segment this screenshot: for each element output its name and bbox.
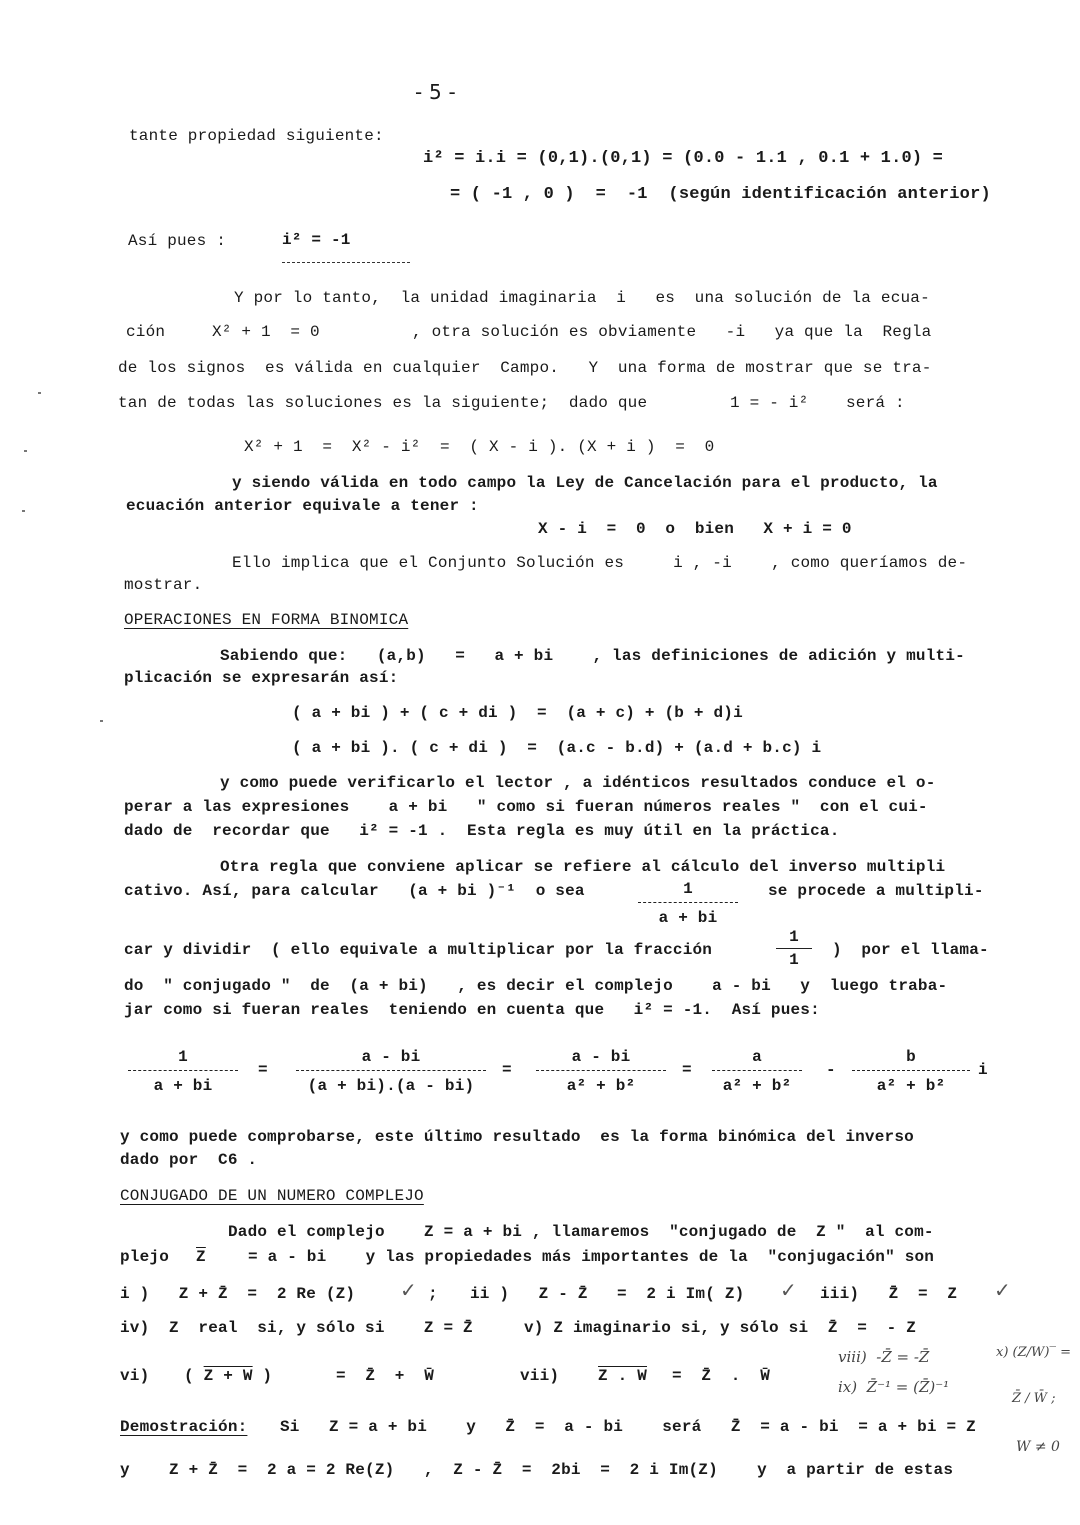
paragraph-line: plejo	[120, 1248, 170, 1266]
equation-i-squared-minus-one: i² = -1	[282, 232, 410, 263]
property-vii-rhs: = Z̄ . W̄	[672, 1367, 771, 1385]
property-v: v) Z imaginario si, y sólo si Z̄ = - Z	[524, 1319, 917, 1337]
paragraph-line: do " conjugado " de (a + bi) , es decir el complejo a - bi y luego traba-	[124, 977, 948, 995]
scan-speck	[24, 450, 27, 452]
paragraph-line: ecuación anterior equivale a tener :	[126, 497, 479, 515]
equation-result: = ( -1 , 0 ) = -1 (según identificación anterior)	[450, 185, 991, 204]
handwritten-note-viii: viii) -Z̄ = -Z̄	[838, 1348, 930, 1366]
equals-sign: =	[682, 1061, 692, 1079]
property-vi-rhs: = Z̄ + W̄	[336, 1367, 435, 1385]
paragraph-line: Otra regla que conviene aplicar se refiere al cálculo del inverso multipli	[220, 858, 946, 876]
paragraph-line: mostrar.	[124, 576, 203, 594]
paragraph-line: plicación se expresarán así:	[124, 669, 399, 687]
inverse-fraction-3: $\frac{a - bi}{\text{a² + b²}}$	[536, 1048, 666, 1095]
property-iv: iv) Z real si, y sólo si Z = Z̄	[120, 1319, 473, 1337]
check-mark-icon: ✓	[994, 1278, 1011, 1302]
paragraph-line: y como puede verificarlo el lector , a idénticos resultados conduce el o-	[220, 774, 936, 792]
demonstration-line: y Z + Z̄ = 2 a = 2 Re(Z) , Z - Z̄ = 2bi = 2 i Im(Z) y a partir de estas	[120, 1461, 954, 1479]
equation-solutions: X - i = 0 o bien X + i = 0	[538, 520, 852, 538]
fraction-numerator: 1	[776, 928, 812, 949]
paragraph-line: y como puede comprobarse, este último resultado es la forma binómica del inverso	[120, 1128, 914, 1146]
fraction-numerator: 1	[638, 880, 738, 903]
inverse-fraction-4: $\frac{a}{\text{a² + b²}}$	[712, 1048, 802, 1095]
paragraph-line: será :	[846, 394, 905, 412]
demonstration-label: Demostración:	[120, 1418, 248, 1436]
asi-pues-label: Así pues :	[128, 232, 227, 250]
equation-inline: X² + 1 = 0	[212, 323, 320, 341]
inverse-fraction-5: $\frac{b}{\text{a² + b²}}$	[852, 1048, 970, 1095]
equation-addition: ( a + bi ) + ( c + di ) = (a + c) + (b + d)i	[292, 704, 743, 722]
check-mark-icon: ✓	[780, 1278, 797, 1302]
scan-speck	[100, 720, 103, 722]
equation-inline: 1 = - i²	[730, 394, 809, 412]
handwritten-note-ix: ix) Z̄⁻¹ = (Z̄)⁻¹	[838, 1378, 950, 1396]
paragraph-line: dado por C6 .	[120, 1151, 258, 1169]
section-heading: OPERACIONES EN FORMA BINOMICA	[124, 611, 409, 629]
text-line: tante propiedad siguiente:	[129, 127, 384, 145]
fraction-denominator: 1	[789, 951, 799, 969]
section-heading: CONJUGADO DE UN NUMERO COMPLEJO	[120, 1187, 424, 1205]
property-i: i ) Z + Z̄ = 2 Re (Z)	[120, 1285, 356, 1303]
paragraph-line: se procede a multipli-	[768, 882, 984, 900]
handwritten-note-x-result: Z̄ / W̄ ;	[1012, 1391, 1056, 1406]
fraction-one-over-one	[776, 928, 812, 969]
paragraph-line: ción	[126, 323, 166, 341]
page-number: - 5 -	[415, 80, 456, 104]
paragraph-line: Sabiendo que: (a,b) = a + bi , las definiciones de adición y multi-	[220, 647, 965, 665]
equation-factorization: X² + 1 = X² - i² = ( X - i ). (X + i ) = 0	[244, 438, 715, 456]
property-vi-label: vi)	[120, 1367, 150, 1385]
equals-sign: =	[502, 1061, 512, 1079]
paragraph-line: , otra solución es obviamente -i ya que la Regla	[412, 323, 932, 341]
paragraph-line: Dado el complejo Z = a + bi , llamaremos "conjugado de Z " al com-	[228, 1223, 934, 1241]
property-vii-lhs: Z . W	[598, 1367, 648, 1385]
paragraph-line: de los signos es válida en cualquier Campo. Y una forma de mostrar que se tra-	[118, 359, 932, 377]
paragraph-line: jar como si fueran reales teniendo en cuenta que i² = -1. Así pues:	[124, 1001, 820, 1019]
scan-speck	[22, 510, 25, 512]
z-conjugate-symbol: $\overline{Z}$	[196, 1248, 206, 1266]
paragraph-line: ) por el llama-	[832, 941, 989, 959]
property-vii-label: vii)	[520, 1367, 560, 1385]
inverse-fraction-2: $\frac{a - bi}{(a + bi).(a - bi)}$	[296, 1048, 486, 1095]
equation-multiplication: ( a + bi ). ( c + di ) = (a.c - b.d) + (a.d + b.c) i	[292, 739, 822, 757]
equals-sign: =	[258, 1061, 268, 1079]
paragraph-line: Y por lo tanto, la unidad imaginaria i es una solución de la ecua-	[234, 289, 930, 307]
paragraph-line: tan de todas las soluciones es la siguiente; dado que	[118, 394, 648, 412]
fraction-denominator: a + bi	[658, 909, 718, 927]
equation-i-squared: i² = i.i = (0,1).(0,1) = (0.0 - 1.1 , 0.1 + 1.0) =	[423, 149, 944, 168]
separator-semicolon: ;	[428, 1285, 438, 1303]
inverse-fraction-1: $\frac{1}{a + bi}$	[128, 1048, 238, 1095]
imaginary-unit: i	[978, 1061, 988, 1079]
handwritten-note-w-nonzero: W ≠ 0	[1016, 1439, 1060, 1455]
paragraph-line: Ello implica que el Conjunto Solución es i , -i , como queríamos de-	[232, 554, 968, 572]
paragraph-line: car y dividir ( ello equivale a multiplicar por la fracción	[124, 941, 713, 959]
check-mark-icon: ✓	[400, 1278, 417, 1302]
property-vi-lhs: ( Z + W )	[184, 1367, 273, 1385]
paragraph-line: perar a las expresiones a + bi " como si fueran números reales " con el cui-	[124, 798, 928, 816]
fraction-one-over-a-plus-bi	[638, 880, 738, 927]
property-ii: ii ) Z - Z̄ = 2 i Im( Z)	[470, 1285, 745, 1303]
paragraph-line: cativo. Así, para calcular (a + bi )⁻¹ o sea	[124, 882, 585, 900]
handwritten-note-x: x) (Z/W)‾ =	[996, 1345, 1071, 1360]
minus-sign: -	[826, 1061, 836, 1079]
demonstration-line: Si Z = a + bi y Z̄ = a - bi será Z̄̄ = a - bi = a + bi = Z	[280, 1418, 976, 1436]
scan-speck	[38, 392, 41, 394]
property-iii: iii) Z̄̄ = Z	[820, 1285, 958, 1303]
paragraph-line: y siendo válida en todo campo la Ley de Cancelación para el producto, la	[232, 474, 938, 492]
paragraph-line: = a - bi y las propiedades más importantes de la "conjugación" son	[248, 1248, 935, 1266]
paragraph-line: dado de recordar que i² = -1 . Esta regla es muy útil en la práctica.	[124, 822, 840, 840]
